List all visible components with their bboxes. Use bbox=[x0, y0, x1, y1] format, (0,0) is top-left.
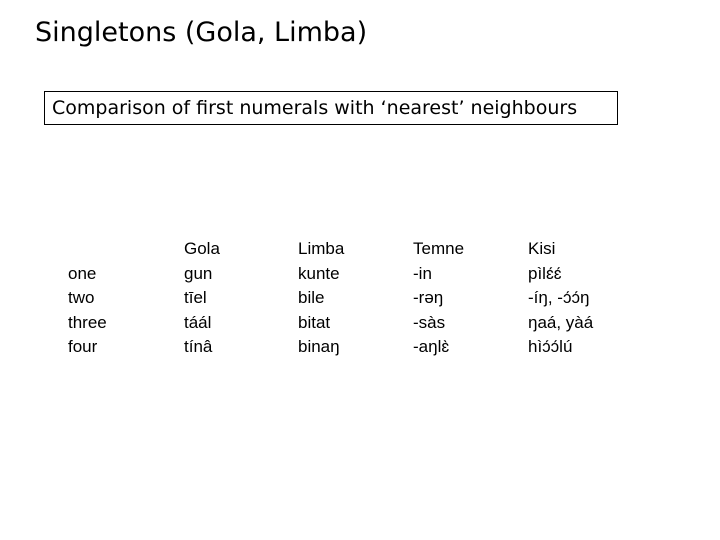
table-cell: -sàs bbox=[413, 312, 446, 332]
table-cell: tínâ bbox=[184, 337, 213, 356]
table-cell: ŋaá, yàá bbox=[528, 312, 594, 332]
column-temne bbox=[413, 237, 464, 360]
table-cell: -in bbox=[413, 263, 432, 283]
column-header: Gola bbox=[184, 239, 220, 258]
table-cell: bitat bbox=[298, 312, 331, 332]
column-header: Temne bbox=[413, 239, 465, 258]
table-cell: binaŋ bbox=[298, 337, 340, 356]
column-kisi bbox=[528, 237, 593, 360]
slide-subtitle-box: Comparison of first numerals with ‘nearest’ neighbours bbox=[44, 91, 618, 125]
column-gola bbox=[184, 237, 220, 360]
row-label: four bbox=[68, 337, 98, 356]
table-cell: táál bbox=[184, 312, 212, 332]
table-cell: -aŋlɛ̀ bbox=[413, 337, 450, 356]
row-label: three bbox=[68, 312, 107, 332]
table-cell: hìɔ́ɔ́lú bbox=[528, 337, 573, 356]
table-cell: gun bbox=[184, 263, 213, 283]
slide-title: Singletons (Gola, Limba) bbox=[35, 17, 368, 48]
table-cell: kunte bbox=[298, 263, 340, 283]
row-labels bbox=[68, 262, 107, 360]
table-cell: tīel bbox=[184, 288, 207, 307]
row-label: two bbox=[68, 288, 95, 307]
column-header: Kisi bbox=[528, 239, 556, 258]
table-cell: -íŋ, -ɔ́ɔ́ŋ bbox=[528, 288, 590, 307]
row-label: one bbox=[68, 263, 97, 283]
table-cell: -rəŋ bbox=[413, 288, 444, 307]
column-header: Limba bbox=[298, 239, 345, 258]
table-cell: pìlɛ́ɛ́ bbox=[528, 263, 562, 283]
column-limba bbox=[298, 237, 344, 360]
table-cell: bile bbox=[298, 288, 325, 307]
